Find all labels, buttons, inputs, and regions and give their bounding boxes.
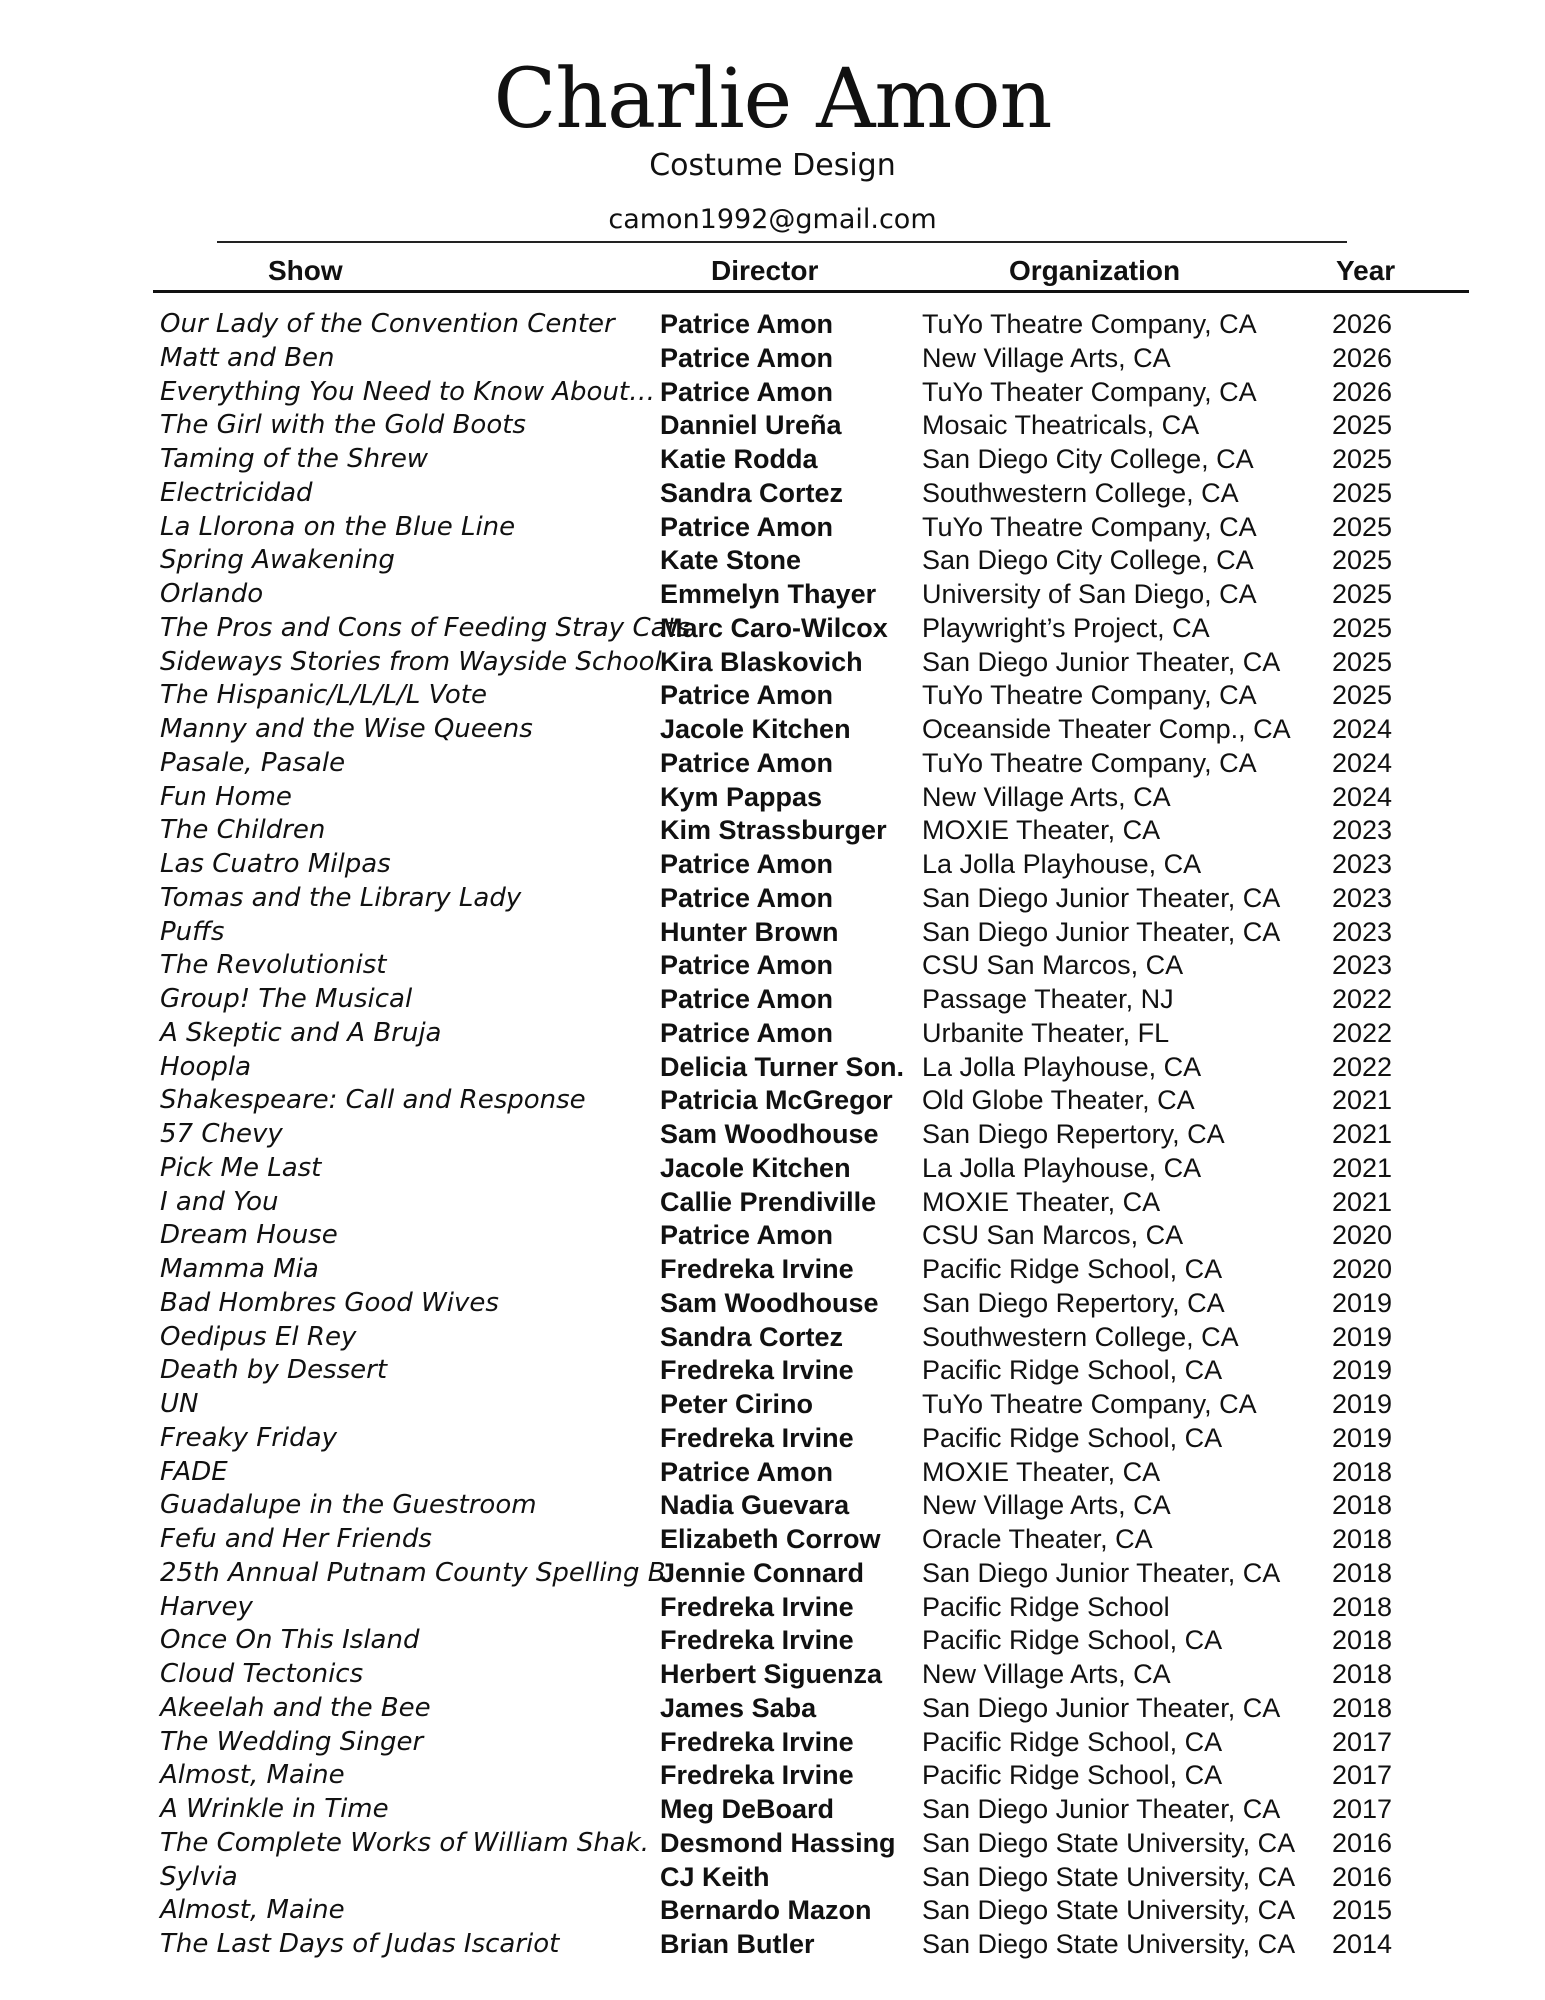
show-title: 25th Annual Putnam County Spelling B. [160,1557,674,1588]
production-year: 2018 [1332,1557,1393,1588]
table-row [0,1658,1545,1692]
production-year: 2018 [1332,1524,1393,1554]
director-name: Patricia McGregor [660,1085,893,1116]
show-title: The Pros and Cons of Feeding Stray Cats [160,612,691,643]
show-title: Everything You Need to Know About… [160,376,656,407]
director-name: Sam Woodhouse [660,1287,879,1318]
director-name: Fredreka Irvine [660,1254,854,1284]
production-year: 2023 [1332,916,1393,947]
organization-name: Urbanite Theater, FL [922,1017,1170,1048]
table-row [0,1118,1545,1152]
organization-name: MOXIE Theater, CA [922,815,1161,846]
production-year: 2019 [1332,1389,1393,1419]
director-name: Patrice Amon [660,1220,834,1251]
organization-name: University of San Diego, CA [922,579,1257,609]
show-title: The Last Days of Judas Iscariot [160,1929,560,1959]
organization-name: Passage Theater, NJ [922,984,1174,1014]
table-row [0,376,1545,410]
table-row [0,612,1545,646]
production-year: 2015 [1332,1895,1393,1926]
table-row [0,848,1545,882]
director-name: Meg DeBoard [660,1794,835,1824]
production-year: 2018 [1332,1591,1393,1622]
show-title: Almost, Maine [160,1760,345,1791]
show-title: Puffs [160,916,225,947]
organization-name: San Diego Junior Theater, CA [922,1794,1281,1824]
column-header-organization: Organization [1009,255,1181,286]
production-year: 2026 [1332,342,1393,373]
director-name: Kim Strassburger [660,815,887,846]
organization-name: TuYo Theatre Company, CA [922,747,1257,778]
director-name: Fredreka Irvine [660,1760,854,1791]
show-title: Guadalupe in the Guestroom [160,1490,537,1521]
organization-name: San Diego Junior Theater, CA [922,1557,1281,1588]
organization-name: San Diego Repertory, CA [922,1119,1225,1149]
organization-name: Southwestern College, CA [922,1321,1239,1352]
show-title: Matt and Ben [160,342,335,373]
production-year: 2014 [1332,1929,1393,1959]
production-year: 2021 [1332,1186,1393,1217]
production-year: 2022 [1332,984,1393,1014]
production-year: 2023 [1332,882,1393,913]
table-row [0,1354,1545,1388]
show-title: The Complete Works of William Shak. [160,1827,650,1858]
show-title: Fefu and Her Friends [160,1524,432,1554]
show-title: Tomas and the Library Lady [160,882,522,913]
organization-name: New Village Arts, CA [922,342,1171,373]
show-title: Harvey [160,1591,253,1622]
table-row [0,1726,1545,1760]
table-header-rule [153,290,1469,293]
organization-name: San Diego State University, CA [922,1827,1296,1858]
director-name: CJ Keith [660,1861,770,1892]
table-row [0,1523,1545,1557]
production-year: 2025 [1332,444,1393,474]
table-row [0,1186,1545,1220]
director-name: Fredreka Irvine [660,1355,854,1386]
production-year: 2018 [1332,1659,1393,1689]
column-header-show: Show [268,255,343,286]
production-year: 2023 [1332,849,1393,879]
show-title: Cloud Tectonics [160,1659,364,1689]
table-row [0,814,1545,848]
organization-name: Pacific Ridge School, CA [922,1625,1223,1656]
organization-name: TuYo Theatre Company, CA [922,309,1257,339]
director-name: Sandra Cortez [660,1321,844,1352]
director-name: Nadia Guevara [660,1490,850,1521]
organization-name: Pacific Ridge School, CA [922,1760,1223,1791]
organization-name: Pacific Ridge School, CA [922,1254,1223,1284]
production-year: 2020 [1332,1220,1393,1251]
organization-name: TuYo Theatre Company, CA [922,1389,1257,1419]
production-year: 2018 [1332,1490,1393,1521]
show-title: Oedipus El Rey [160,1321,357,1352]
show-title: Akeelah and the Bee [160,1692,431,1723]
table-row [0,679,1545,713]
table-row [0,308,1545,342]
organization-name: San Diego Junior Theater, CA [922,916,1281,947]
director-name: Patrice Amon [660,376,834,407]
table-row [0,1692,1545,1726]
table-row [0,1759,1545,1793]
director-name: Jennie Connard [660,1557,865,1588]
production-year: 2024 [1332,747,1393,778]
show-title: FADE [160,1456,228,1487]
show-title: Shakespeare: Call and Response [160,1085,586,1116]
table-row [0,1793,1545,1827]
show-title: A Skeptic and A Bruja [160,1017,442,1048]
table-row [0,747,1545,781]
production-year: 2021 [1332,1119,1393,1149]
show-title: The Wedding Singer [160,1726,424,1757]
production-year: 2019 [1332,1355,1393,1386]
show-title: The Hispanic/L/L/L/L Vote [160,680,487,711]
director-name: James Saba [660,1692,817,1723]
director-name: Patrice Amon [660,950,834,981]
organization-name: MOXIE Theater, CA [922,1456,1161,1487]
table-row [0,882,1545,916]
table-row [0,409,1545,443]
production-year: 2016 [1332,1861,1393,1892]
designer-title: Costume Design [649,148,896,183]
column-header-year: Year [1336,255,1396,286]
show-title: Las Cuatro Milpas [160,849,391,879]
organization-name: La Jolla Playhouse, CA [922,1051,1202,1082]
show-title: 57 Chevy [160,1119,283,1149]
show-title: Pasale, Pasale [160,747,346,778]
director-name: Katie Rodda [660,444,818,474]
show-title: The Children [160,815,326,846]
production-year: 2023 [1332,815,1393,846]
director-name: Danniel Ureña [660,410,842,441]
director-name: Patrice Amon [660,747,834,778]
organization-name: TuYo Theatre Company, CA [922,511,1257,542]
table-row [0,916,1545,950]
table-row [0,1456,1545,1490]
director-name: Patrice Amon [660,1017,834,1048]
show-title: Death by Dessert [160,1355,388,1386]
organization-name: TuYo Theatre Company, CA [922,680,1257,711]
table-row [0,1624,1545,1658]
organization-name: New Village Arts, CA [922,781,1171,812]
production-year: 2025 [1332,612,1393,643]
show-title: Dream House [160,1220,338,1251]
column-header-director: Director [711,255,819,286]
show-title: The Revolutionist [160,950,387,981]
production-year: 2019 [1332,1321,1393,1352]
production-year: 2023 [1332,950,1393,981]
organization-name: San Diego State University, CA [922,1895,1296,1926]
table-row [0,713,1545,747]
table-row [0,1557,1545,1591]
director-name: Fredreka Irvine [660,1591,854,1622]
table-row [0,1152,1545,1186]
director-name: Patrice Amon [660,309,834,339]
director-name: Marc Caro-Wilcox [660,612,888,643]
director-name: Kate Stone [660,545,802,576]
director-name: Patrice Amon [660,882,834,913]
table-row [0,1287,1545,1321]
organization-name: New Village Arts, CA [922,1490,1171,1521]
director-name: Jacole Kitchen [660,714,851,744]
production-year: 2020 [1332,1254,1393,1284]
table-row [0,1017,1545,1051]
organization-name: CSU San Marcos, CA [922,1220,1184,1251]
production-year: 2017 [1332,1760,1393,1791]
show-title: Manny and the Wise Queens [160,714,533,744]
production-year: 2018 [1332,1625,1393,1656]
show-title: Fun Home [160,781,292,812]
show-title: Almost, Maine [160,1895,345,1926]
credits-table [0,308,1545,1962]
show-title: I and You [160,1186,279,1217]
organization-name: Oracle Theater, CA [922,1524,1153,1554]
director-name: Delicia Turner Son. [660,1051,905,1082]
organization-name: Pacific Ridge School, CA [922,1355,1223,1386]
production-year: 2018 [1332,1692,1393,1723]
director-name: Fredreka Irvine [660,1422,854,1453]
organization-name: Playwright’s Project, CA [922,612,1210,643]
director-name: Fredreka Irvine [660,1625,854,1656]
designer-name: Charlie Amon [493,52,1052,147]
table-row [0,443,1545,477]
production-year: 2017 [1332,1794,1393,1824]
production-year: 2025 [1332,646,1393,677]
production-year: 2025 [1332,410,1393,441]
show-title: Hoopla [160,1051,252,1082]
director-name: Hunter Brown [660,916,839,947]
table-row [0,477,1545,511]
table-row [0,1422,1545,1456]
production-year: 2018 [1332,1456,1393,1487]
director-name: Bernardo Mazon [660,1895,872,1926]
table-row [0,1219,1545,1253]
production-year: 2026 [1332,376,1393,407]
show-title: The Girl with the Gold Boots [160,410,526,441]
show-title: Taming of the Shrew [160,444,429,474]
production-year: 2019 [1332,1422,1393,1453]
production-year: 2017 [1332,1726,1393,1757]
show-title: Once On This Island [160,1625,420,1656]
organization-name: San Diego Repertory, CA [922,1287,1225,1318]
show-title: Orlando [160,579,264,609]
director-name: Patrice Amon [660,984,834,1014]
table-row [0,1591,1545,1625]
production-year: 2024 [1332,781,1393,812]
organization-name: La Jolla Playhouse, CA [922,849,1202,879]
organization-name: San Diego Junior Theater, CA [922,1692,1281,1723]
table-row [0,1253,1545,1287]
organization-name: Southwestern College, CA [922,477,1239,508]
organization-name: Pacific Ridge School [922,1591,1170,1622]
director-name: Sandra Cortez [660,477,844,508]
director-name: Brian Butler [660,1929,815,1959]
organization-name: San Diego Junior Theater, CA [922,882,1281,913]
production-year: 2022 [1332,1051,1393,1082]
table-row [0,1489,1545,1523]
production-year: 2021 [1332,1085,1393,1116]
director-name: Kym Pappas [660,781,823,812]
director-name: Elizabeth Corrow [660,1524,881,1554]
organization-name: San Diego State University, CA [922,1861,1296,1892]
director-name: Sam Woodhouse [660,1119,879,1149]
show-title: Mamma Mia [160,1254,319,1284]
table-row [0,1894,1545,1928]
show-title: Sylvia [160,1861,238,1892]
production-year: 2019 [1332,1287,1393,1318]
table-row [0,1051,1545,1085]
director-name: Herbert Siguenza [660,1659,883,1689]
organization-name: New Village Arts, CA [922,1659,1171,1689]
production-year: 2022 [1332,1017,1393,1048]
show-title: Sideways Stories from Wayside School [160,646,662,677]
show-title: Bad Hombres Good Wives [160,1287,499,1318]
production-year: 2025 [1332,680,1393,711]
production-year: 2025 [1332,579,1393,609]
production-year: 2025 [1332,511,1393,542]
show-title: Group! The Musical [160,984,413,1014]
table-row [0,511,1545,545]
table-row [0,1084,1545,1118]
table-row [0,342,1545,376]
director-name: Emmelyn Thayer [660,579,877,609]
table-row [0,1928,1545,1962]
organization-name: La Jolla Playhouse, CA [922,1152,1202,1183]
table-row [0,544,1545,578]
table-row [0,646,1545,680]
table-row [0,983,1545,1017]
header-divider [217,241,1347,243]
organization-name: San Diego Junior Theater, CA [922,646,1281,677]
show-title: Electricidad [160,477,313,508]
director-name: Patrice Amon [660,849,834,879]
organization-name: Pacific Ridge School, CA [922,1726,1223,1757]
director-name: Peter Cirino [660,1389,814,1419]
organization-name: TuYo Theater Company, CA [922,376,1257,407]
director-name: Patrice Amon [660,1456,834,1487]
table-row [0,949,1545,983]
production-year: 2025 [1332,545,1393,576]
organization-name: MOXIE Theater, CA [922,1186,1161,1217]
organization-name: Mosaic Theatricals, CA [922,410,1200,441]
show-title: UN [160,1389,199,1419]
director-name: Patrice Amon [660,342,834,373]
production-year: 2021 [1332,1152,1393,1183]
director-name: Patrice Amon [660,680,834,711]
show-title: Our Lady of the Convention Center [160,309,615,339]
organization-name: CSU San Marcos, CA [922,950,1184,981]
show-title: Spring Awakening [160,545,395,576]
organization-name: Oceanside Theater Comp., CA [922,714,1291,744]
director-name: Desmond Hassing [660,1827,896,1858]
show-title: A Wrinkle in Time [160,1794,389,1824]
organization-name: San Diego City College, CA [922,545,1254,576]
director-name: Patrice Amon [660,511,834,542]
table-row [0,1827,1545,1861]
table-row [0,1388,1545,1422]
production-year: 2026 [1332,309,1393,339]
director-name: Fredreka Irvine [660,1726,854,1757]
table-row [0,1321,1545,1355]
director-name: Jacole Kitchen [660,1152,851,1183]
table-row [0,578,1545,612]
production-year: 2025 [1332,477,1393,508]
table-row [0,1861,1545,1895]
director-name: Callie Prendiville [660,1186,877,1217]
director-name: Kira Blaskovich [660,646,863,677]
contact-email: camon1992@gmail.com [608,204,937,235]
organization-name: Old Globe Theater, CA [922,1085,1195,1116]
production-year: 2024 [1332,714,1393,744]
show-title: Freaky Friday [160,1422,337,1453]
organization-name: San Diego State University, CA [922,1929,1296,1959]
organization-name: Pacific Ridge School, CA [922,1422,1223,1453]
organization-name: San Diego City College, CA [922,444,1254,474]
production-year: 2016 [1332,1827,1393,1858]
table-row [0,781,1545,815]
show-title: Pick Me Last [160,1152,322,1183]
show-title: La Llorona on the Blue Line [160,511,516,542]
